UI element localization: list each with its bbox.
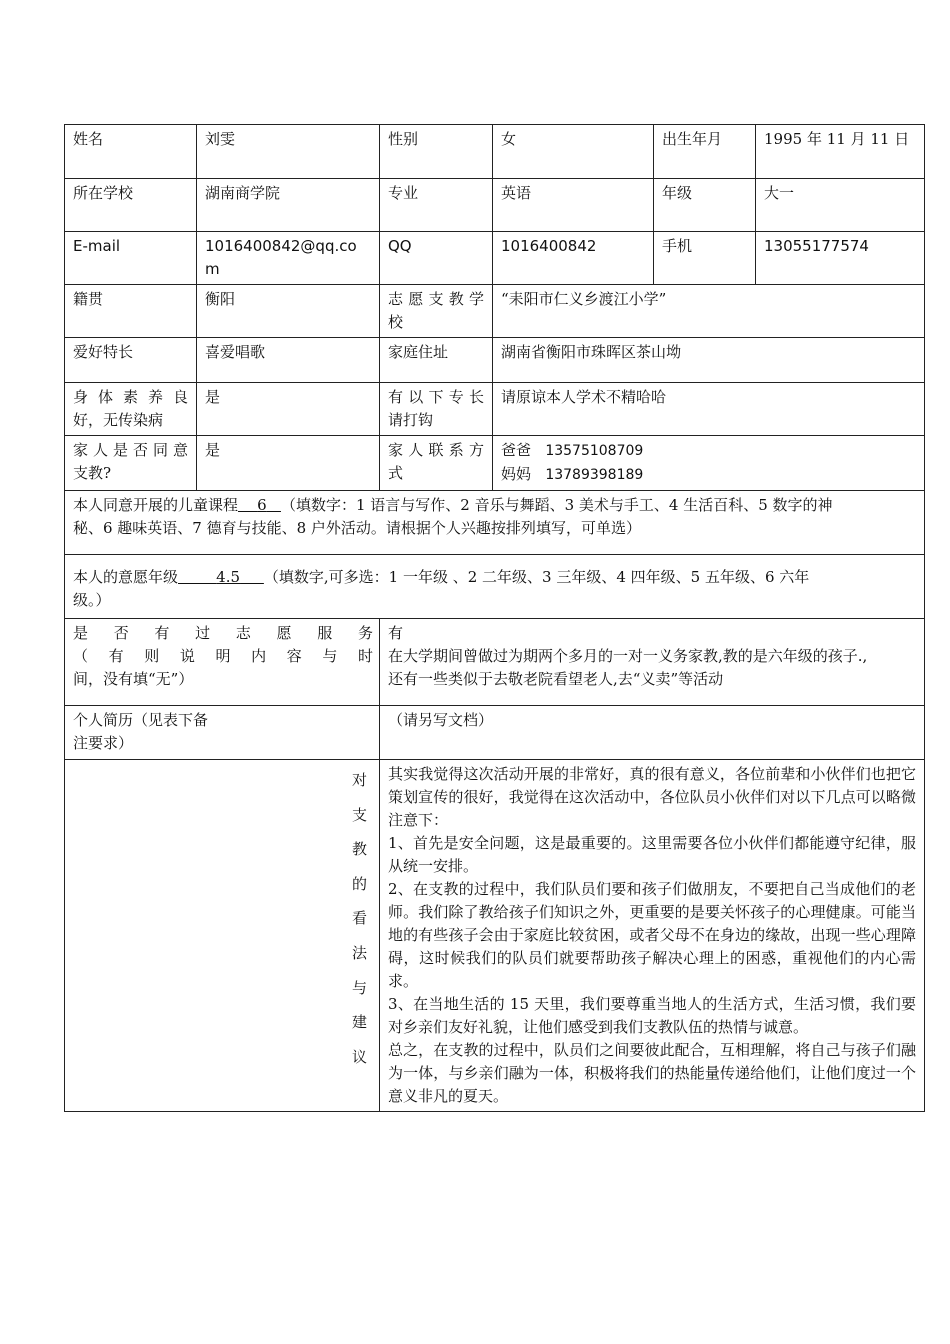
resume-label-line1: 个人简历（见表下备 <box>73 711 209 729</box>
resume-label-line2: 注要求） <box>73 734 134 752</box>
opinion-char: 教 <box>351 840 367 859</box>
courses-line1 <box>73 494 916 517</box>
courses-number: 6 <box>257 496 267 514</box>
service-line3: 还有一些类似于去敬老院看望老人,去“义卖”等活动 <box>388 670 724 688</box>
address-value: 湖南省衡阳市珠晖区茶山坳 <box>493 338 925 383</box>
courses-value <box>238 496 281 514</box>
email-label: E-mail <box>65 232 197 285</box>
major-label: 专业 <box>380 179 493 232</box>
dad-label: 爸爸 <box>501 441 532 459</box>
email-value: 1016400842@qq.com <box>197 232 380 285</box>
service-label-line2: （有则说明内容与时 <box>73 647 373 665</box>
service-label <box>65 619 380 706</box>
grade-label: 年级 <box>654 179 756 232</box>
opinion-char: 建 <box>351 1013 367 1032</box>
volunteer-school-label <box>380 285 493 338</box>
name-value: 刘雯 <box>197 125 380 179</box>
family-agree-value: 是 <box>197 436 380 491</box>
opinion-char: 法 <box>351 943 367 962</box>
opinion-paragraph-intro: 其实我觉得这次活动开展的非常好，真的很有意义，各位前辈和小伙伴们也把它策划宣传的很好，我觉得在这次活动中，各位队员小伙伴们对以下几点可以略微注意下： <box>388 765 916 829</box>
volunteer-school-label-line1: 志 愿 支 教 学 <box>388 290 484 308</box>
service-value <box>380 619 925 706</box>
grades-value <box>178 568 264 586</box>
mom-label: 妈妈 <box>501 465 532 483</box>
row-opinion <box>65 760 925 1112</box>
family-agree-label-line1: 家 人 是 否 同 意 <box>73 441 188 459</box>
opinion-label <box>65 760 380 1112</box>
health-label <box>65 383 197 436</box>
hobby-value: 喜爱唱歌 <box>197 338 380 383</box>
opinion-paragraph-respect: 3、在当地生活的 15 天里，我们要尊重当地人的生活方式，生活习惯，我们要对乡亲们友好礼貌，让他们感受到我们支教队伍的热情与诚意。 <box>388 995 916 1036</box>
courses-suffix-2: 秘、6 趣味英语、7 德育与技能、8 户外活动。请根据个人兴趣按排列填写，可单选） <box>73 519 641 537</box>
name-label: 姓名 <box>65 125 197 179</box>
grades-suffix-1: （填数字,可多选：1 一年级 、2 二年级、3 三年级、4 四年级、5 五年级、6 六年 <box>263 568 810 586</box>
school-value: 湖南商学院 <box>197 179 380 232</box>
address-label: 家庭住址 <box>380 338 493 383</box>
row-courses <box>65 491 925 555</box>
mom-contact <box>501 463 916 487</box>
health-label-line2: 好，无传染病 <box>73 411 164 429</box>
gender-label: 性别 <box>380 125 493 179</box>
qq-value: 1016400842 <box>493 232 654 285</box>
volunteer-school-label-line2: 校 <box>388 313 404 331</box>
dad-phone: 13575108709 <box>545 443 644 459</box>
row-contact <box>65 232 925 285</box>
row-resume <box>65 706 925 760</box>
grades-line1 <box>73 566 916 589</box>
skills-label-line1: 有 以 下 专 长 <box>388 388 484 406</box>
row-health <box>65 383 925 436</box>
phone-label: 手机 <box>654 232 756 285</box>
health-value: 是 <box>197 383 380 436</box>
opinion-char: 议 <box>351 1047 367 1066</box>
qq-label: QQ <box>380 232 493 285</box>
opinion-char: 对 <box>351 771 367 789</box>
row-school <box>65 179 925 232</box>
volunteer-application-table <box>64 124 925 1112</box>
major-value: 英语 <box>493 179 654 232</box>
row-grades <box>65 555 925 619</box>
opinion-char: 看 <box>351 909 367 928</box>
grades-suffix-2: 级。） <box>73 591 111 609</box>
courses-prefix: 本人同意开展的儿童课程 <box>73 496 239 514</box>
opinion-paragraph-friendship: 2、在支教的过程中，我们队员们要和孩子们做朋友，不要把自己当成他们的老师。我们除了教给孩子们知识之外，更重要的是要关怀孩子的心理健康。可能当地的有些孩子会由于家庭比较贫困，或者父母不在身边的缘故，出现一些心理障碍，这时候我们的队员们就要帮助孩子解决心理上的困惑，重视他们的内心需求。 <box>388 880 916 990</box>
family-contact-value <box>493 436 925 491</box>
birth-label: 出生年月 <box>654 125 756 179</box>
skills-label-line2: 请打钩 <box>388 411 434 429</box>
courses-cell <box>65 491 925 555</box>
service-label-line3: 间，没有填“无”） <box>73 670 194 688</box>
birth-value: 1995 年 11 月 11 日 <box>756 125 925 179</box>
row-service <box>65 619 925 706</box>
dad-contact <box>501 439 916 463</box>
row-family <box>65 436 925 491</box>
family-agree-label-line2: 支教? <box>73 464 112 482</box>
grade-value: 大一 <box>756 179 925 232</box>
resume-label <box>65 706 380 760</box>
health-label-line1: 身 体 素 养 良 <box>73 388 188 406</box>
hometown-value: 衡阳 <box>197 285 380 338</box>
family-contact-label-line2: 式 <box>388 464 404 482</box>
service-line1: 有 <box>388 624 404 642</box>
service-label-line1: 是 否 有 过 志 愿 服 务 <box>73 624 373 642</box>
hometown-label: 籍贯 <box>65 285 197 338</box>
family-agree-label <box>65 436 197 491</box>
opinion-char: 与 <box>351 978 367 997</box>
school-label: 所在学校 <box>65 179 197 232</box>
mom-phone: 13789398189 <box>545 467 644 483</box>
service-line2: 在大学期间曾做过为期两个多月的一对一义务家教,教的是六年级的孩子., <box>388 647 868 665</box>
hobby-label: 爱好特长 <box>65 338 197 383</box>
skills-label <box>380 383 493 436</box>
row-hobby <box>65 338 925 383</box>
grades-cell <box>65 555 925 619</box>
opinion-value <box>380 760 925 1112</box>
skills-value: 请原谅本人学术不精哈哈 <box>493 383 925 436</box>
volunteer-school-value: “耒阳市仁义乡渡江小学” <box>493 285 925 338</box>
opinion-paragraph-safety: 1、首先是安全问题，这是最重要的。这里需要各位小伙伴们都能遵守纪律，服从统一安排。 <box>388 834 916 875</box>
family-contact-label <box>380 436 493 491</box>
row-hometown <box>65 285 925 338</box>
phone-value: 13055177574 <box>756 232 925 285</box>
resume-value: （请另写文档） <box>380 706 925 760</box>
courses-suffix-1: （填数字：1 语言与写作、2 音乐与舞蹈、3 美术与手工、4 生活百科、5 数字的神 <box>280 496 833 514</box>
opinion-char: 的 <box>351 874 367 893</box>
family-contact-label-line1: 家 人 联 系 方 <box>388 441 484 459</box>
grades-number: 4.5 <box>216 568 241 586</box>
opinion-paragraph-conclusion: 总之，在支教的过程中，队员们之间要彼此配合，互相理解，将自己与孩子们融为一体，与乡亲们融为一体，积极将我们的热能量传递给他们，让他们度过一个意义非凡的夏天。 <box>388 1041 916 1105</box>
opinion-char: 支 <box>351 805 367 824</box>
gender-value: 女 <box>493 125 654 179</box>
grades-prefix: 本人的意愿年级 <box>73 568 179 586</box>
row-basic-info <box>65 125 925 179</box>
